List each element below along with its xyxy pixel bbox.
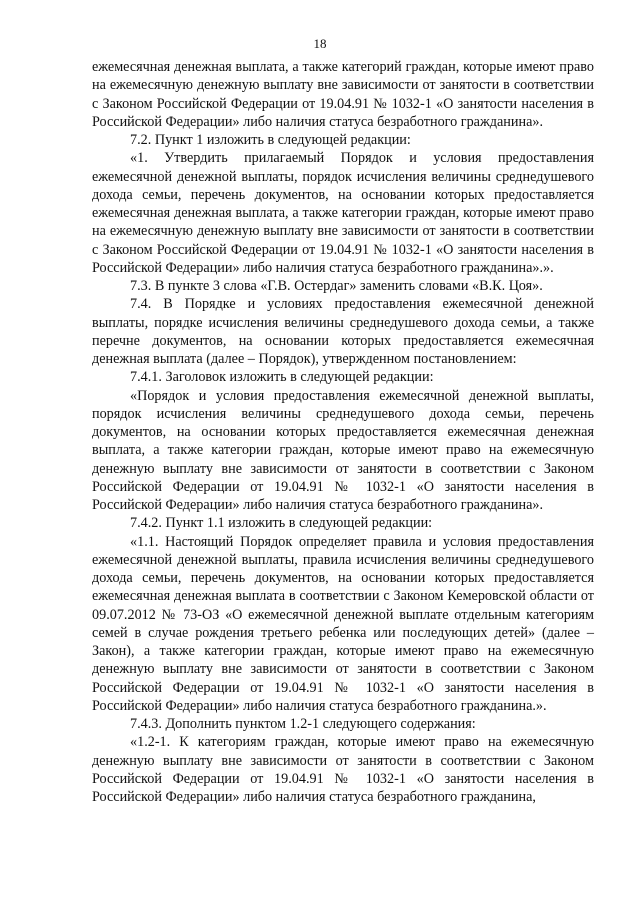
- page-number: 18: [313, 36, 327, 51]
- paragraph: 7.4.2. Пункт 1.1 изложить в следующей редакции:: [130, 515, 433, 532]
- paragraph: «1.2-1. К категориям граждан, которые имеют право на ежемесячную денежную выплату вне зависимости от занятости в соответствии с Законом Российской Федерации от 19.04.91 № 1032-1 «О занятости населения в Российской Федерации» либо наличия статуса безработного гражданина,: [92, 734, 594, 805]
- paragraph: «1.1. Настоящий Порядок определяет правила и условия предоставления ежемесячной денежной выплаты, правила исчисления величины среднедушевого дохода семьи, перечень документов, на основании которых предоставляется ежемесячная денежная выплата в соответствии с Законом Кемеровской области от 09.07.2012 № 73-ОЗ «О ежемесячной денежной выплате отдельным категориям семей в случае рождения третьего ребенка или последующих детей» (далее – Закон), а также категории граждан, которые имеют право на ежемесячную денежную выплату вне зависимости от занятости в соответствии с Законом Российской Федерации от 19.04.91 № 1032-1 «О занятости населения в Российской Федерации» либо наличия статуса безработного гражданина.».: [92, 533, 594, 714]
- paragraph: 7.4.3. Дополнить пунктом 1.2-1 следующего содержания:: [130, 716, 476, 732]
- paragraph: 7.3. В пункте 3 слова «Г.В. Остердаг» заменить словами «В.К. Цоя».: [130, 278, 543, 294]
- paragraph: 7.4. В Порядке и условиях предоставления ежемесячной денежной выплаты, порядке исчисления величины среднедушевого дохода семьи, а также перечне документов, на основании которых предоставляется ежемесячная денежная выплата (далее – Порядок), утвержденном постановлением:: [92, 296, 594, 367]
- paragraph: 7.2. Пункт 1 изложить в следующей редакции:: [130, 132, 411, 148]
- paragraph: 7.4.1. Заголовок изложить в следующей редакции:: [130, 369, 434, 386]
- paragraph: «Порядок и условия предоставления ежемесячной денежной выплаты, порядок исчисления величины среднедушевого дохода семьи, перечень документов, на основании которых предоставляется ежемесячная денежная выплата, а также категории граждан, которые имеют право на ежемесячную денежную выплату вне зависимости от занятости в соответствии с Законом Российской Федерации от 19.04.91 № 1032-1 «О занятости населения в Российской Федерации» либо наличия статуса безработного гражданина».: [92, 387, 594, 513]
- document-body: [92, 58, 594, 806]
- paragraph: ежемесячная денежная выплата, а также категорий граждан, которые имеют право на ежемесячную денежную выплату вне зависимости от занятости в соответствии с Законом Российской Федерации от 19.04.91 № 1032-1 «О занятости населения в Российской Федерации» либо наличия статуса безработного гражданина».: [92, 59, 594, 130]
- paragraph: «1. Утвердить прилагаемый Порядок и условия предоставления ежемесячной денежной выплаты, порядок исчисления величины среднедушевого дохода семьи, перечень документов, на основании которых предоставляется ежемесячная денежная выплата, а также категории граждан, которые имеют право на ежемесячную денежную выплату вне зависимости от занятости в соответствии с Законом Российской Федерации от 19.04.91 № 1032-1 «О занятости населения в Российской Федерации» либо наличия статуса безработного гражданина».».: [92, 150, 594, 276]
